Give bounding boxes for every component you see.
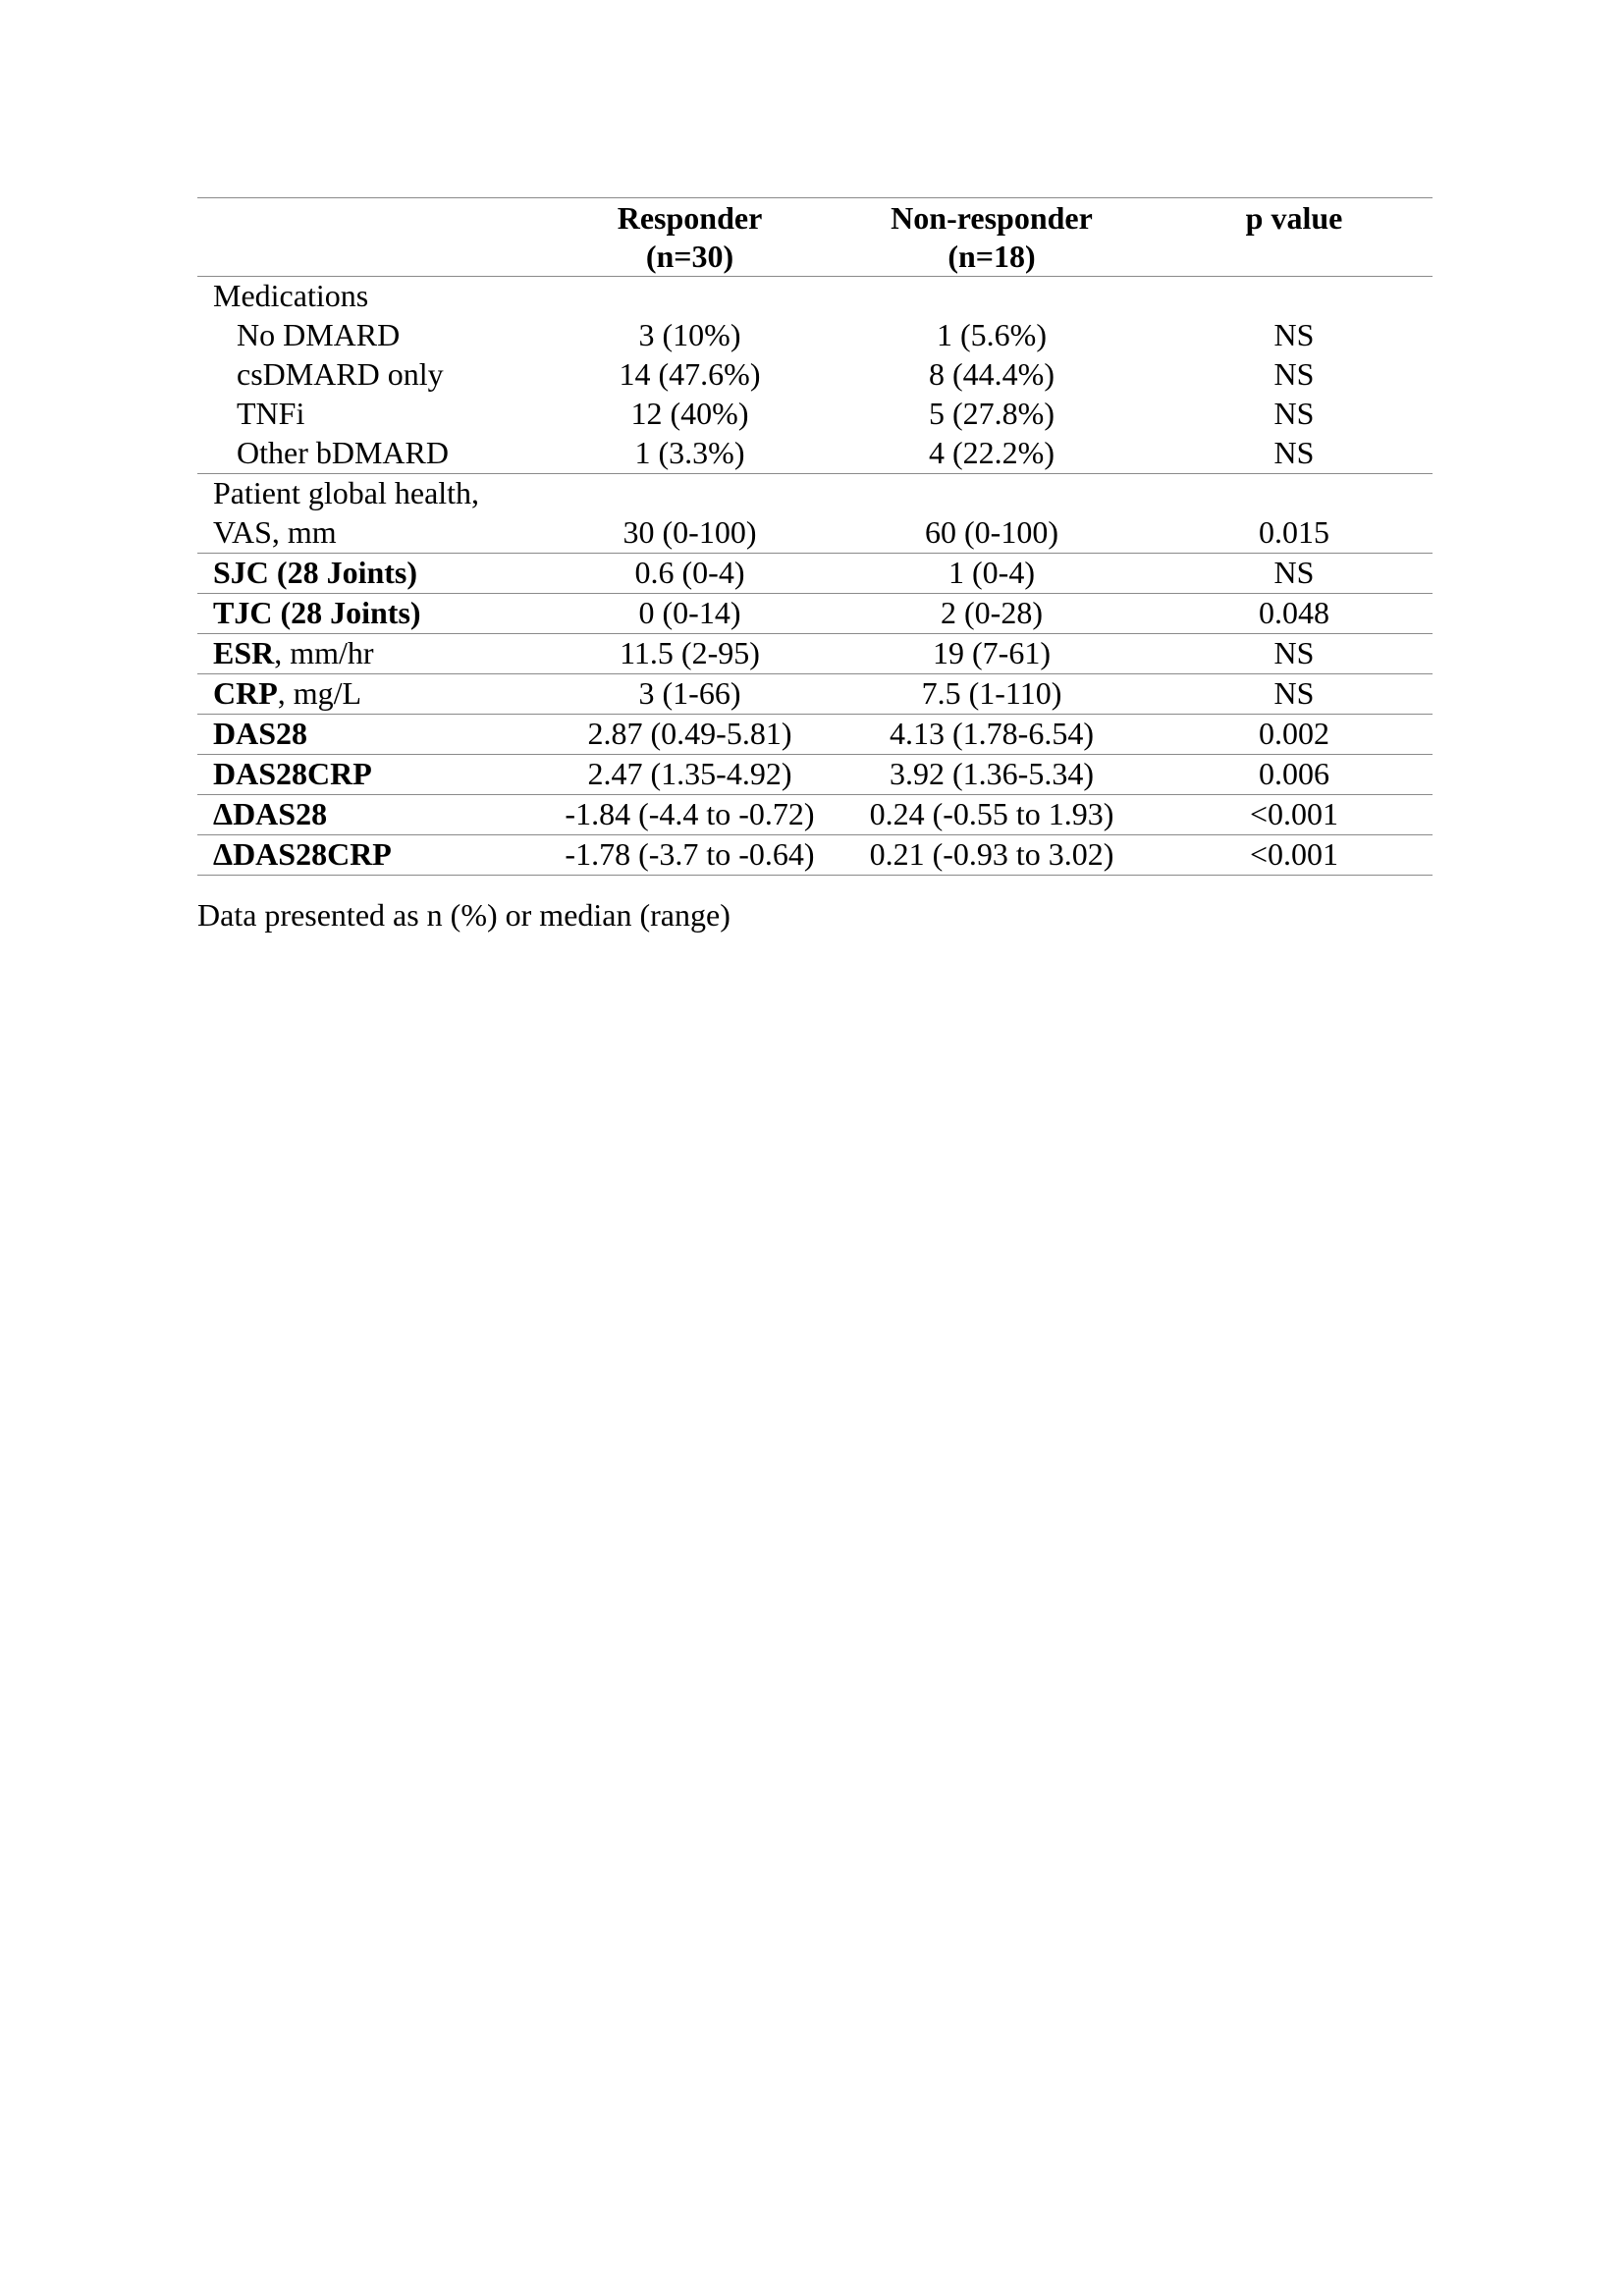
table-row xyxy=(197,594,1433,634)
responder-value: 30 (0-100) xyxy=(538,513,841,554)
row-label-bold: SJC (28 Joints) xyxy=(213,555,418,590)
p-value: NS xyxy=(1273,317,1315,352)
p-value: 0.048 xyxy=(1142,594,1433,634)
table-row xyxy=(197,715,1433,755)
table-row xyxy=(197,554,1433,594)
non-responder-value: 0.24 (-0.55 to 1.93) xyxy=(841,795,1142,835)
responder-value: 12 (40%) xyxy=(630,396,749,431)
header-non-responder-line1: Non-responder xyxy=(891,200,1093,236)
header-responder-line1: Responder xyxy=(617,200,763,236)
non-responder-value: 3.92 (1.36-5.34) xyxy=(841,755,1142,795)
table-row xyxy=(197,835,1433,876)
row-label-bold: ΔDAS28 xyxy=(213,796,328,831)
row-label-bold: ΔDAS28CRP xyxy=(213,836,392,872)
header-non-responder xyxy=(841,198,1142,277)
header-label-cell xyxy=(197,198,538,277)
responder-value: -1.78 (-3.7 to -0.64) xyxy=(538,835,841,876)
non-responder-value: 4 (22.2%) xyxy=(841,434,1142,474)
p-value: NS xyxy=(1142,434,1433,474)
table-row xyxy=(197,634,1433,674)
non-responder-value: 60 (0-100) xyxy=(841,513,1142,554)
row-label xyxy=(197,634,538,674)
non-responder-value: 4.13 (1.78-6.54) xyxy=(841,715,1142,755)
p-value: NS xyxy=(1142,634,1433,674)
row-label xyxy=(197,594,538,634)
table-row xyxy=(197,355,1433,395)
non-responder-value: 19 (7-61) xyxy=(841,634,1142,674)
p-value: <0.001 xyxy=(1142,795,1433,835)
row-label: TNFi xyxy=(237,396,305,431)
responder-value: 3 (10%) xyxy=(638,317,741,352)
p-value: NS xyxy=(1142,674,1433,715)
table-footnote: Data presented as n (%) or median (range) xyxy=(197,897,730,933)
non-responder-value: 2 (0-28) xyxy=(841,594,1142,634)
row-label-unit: , mm/hr xyxy=(274,635,374,670)
row-label-bold: TJC (28 Joints) xyxy=(213,595,421,630)
row-label: Other bDMARD xyxy=(197,434,538,474)
row-label xyxy=(197,674,538,715)
row-label-bold: CRP xyxy=(213,675,278,711)
non-responder-value: 0.21 (-0.93 to 3.02) xyxy=(841,835,1142,876)
row-label xyxy=(197,554,538,594)
row-label xyxy=(197,795,538,835)
responder-value: 14 (47.6%) xyxy=(619,356,761,392)
row-label xyxy=(197,835,538,876)
non-responder-value: 8 (44.4%) xyxy=(929,356,1055,392)
responder-value: 11.5 (2-95) xyxy=(538,634,841,674)
p-value: 0.015 xyxy=(1142,513,1433,554)
row-label xyxy=(197,715,538,755)
pgh-title-row xyxy=(197,474,1433,514)
results-table xyxy=(197,197,1433,876)
row-label-unit: , mg/L xyxy=(277,675,362,711)
header-p-value: p value xyxy=(1142,198,1433,277)
table-header-row xyxy=(197,198,1433,277)
table-row xyxy=(197,395,1433,434)
non-responder-value: 5 (27.8%) xyxy=(929,396,1055,431)
p-value: NS xyxy=(1273,356,1315,392)
responder-value: 2.47 (1.35-4.92) xyxy=(538,755,841,795)
row-label: VAS, mm xyxy=(197,513,538,554)
row-label: No DMARD xyxy=(237,317,401,352)
responder-value: 0.6 (0-4) xyxy=(538,554,841,594)
table-row xyxy=(197,755,1433,795)
table-row xyxy=(197,674,1433,715)
pgh-title: Patient global health, xyxy=(213,475,480,510)
table-row xyxy=(197,513,1433,554)
header-responder xyxy=(538,198,841,277)
table-row xyxy=(197,316,1433,355)
row-label-bold: DAS28CRP xyxy=(213,756,372,791)
header-responder-line2: (n=30) xyxy=(645,239,734,274)
row-label: csDMARD only xyxy=(237,356,444,392)
responder-value: -1.84 (-4.4 to -0.72) xyxy=(538,795,841,835)
row-label xyxy=(197,755,538,795)
table-row xyxy=(197,795,1433,835)
responder-value: 3 (1-66) xyxy=(538,674,841,715)
p-value: 0.002 xyxy=(1142,715,1433,755)
responder-value: 0 (0-14) xyxy=(538,594,841,634)
responder-value: 2.87 (0.49-5.81) xyxy=(538,715,841,755)
p-value: NS xyxy=(1142,554,1433,594)
p-value: <0.001 xyxy=(1142,835,1433,876)
row-label-bold: DAS28 xyxy=(213,716,308,751)
non-responder-value: 7.5 (1-110) xyxy=(841,674,1142,715)
non-responder-value: 1 (5.6%) xyxy=(937,317,1047,352)
medications-title: Medications xyxy=(213,278,369,313)
row-label-bold: ESR xyxy=(213,635,275,670)
non-responder-value: 1 (0-4) xyxy=(841,554,1142,594)
table-row xyxy=(197,434,1433,474)
header-non-responder-line2: (n=18) xyxy=(947,239,1036,274)
medications-title-row xyxy=(197,277,1433,317)
responder-value: 1 (3.3%) xyxy=(538,434,841,474)
p-value: NS xyxy=(1273,396,1315,431)
p-value: 0.006 xyxy=(1142,755,1433,795)
